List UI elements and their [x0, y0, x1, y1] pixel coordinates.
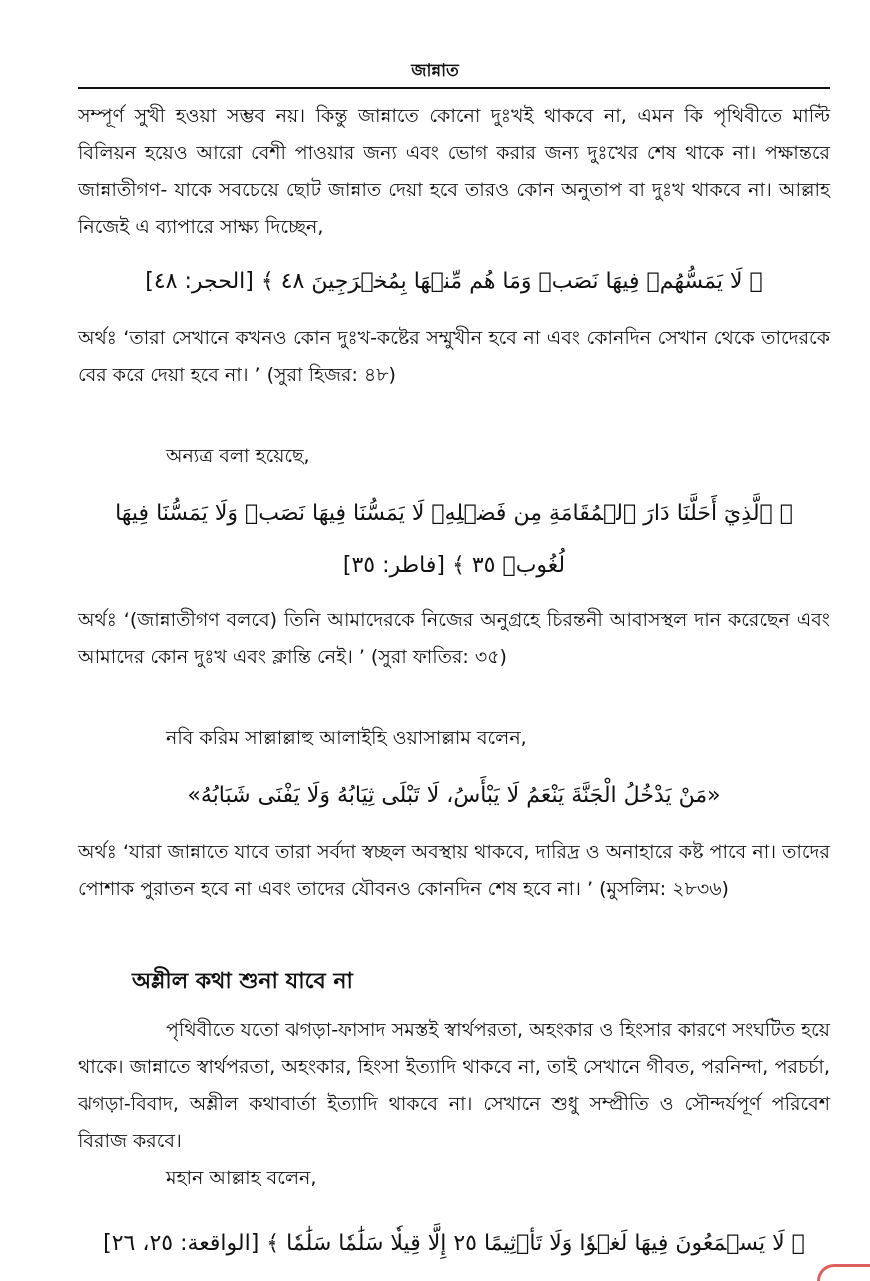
paragraph-intro: সম্পূর্ণ সুখী হওয়া সম্ভব নয়। কিন্তু জান্নাতে কোনো দুঃখই থাকবে না, এমন কি পৃথিবীতে মাল্টি বিলিয়ন হয়েও আরো বেশী পাওয়ার জন্য এবং ভোগ করার জন্য দুঃখের শেষ থাকে না। পক্ষান্তরে জান্নাতীগণ- যাকে সবচেয়ে ছোট জান্নাত দেয়া হবে তারও কোন অনুতাপ বা দুঃখ থাকবে না। আল্লাহ নিজেই এ ব্যাপারে সাক্ষ্য দিচ্ছেন, — [78, 105, 830, 238]
paragraph-section: পৃথিবীতে যতো ঝগড়া-ফাসাদ সমস্তই স্বার্থপরতা, অহংকার ও হিংসার কারণে সংঘটিত হয়ে থাকে। জান্নাতে স্বার্থপরতা, অহংকার, হিংসা ইত্যাদি থাকবে না, তাই সেখানে গীবত, পরনিন্দা, পরচর্চা, ঝগড়া-বিবাদ, অশ্লীল কথাবার্তা ইত্যাদি থাকবে না। সেখানে শুধু সম্প্রীতি ও সৌন্দর্যপূর্ণ পরিবেশ বিরাজ করবে। — [78, 1019, 830, 1152]
section-heading: অশ্লীল কথা শুনা যাবে না — [132, 969, 353, 994]
quran-verse-hijr: ﴿ لَا يَمَسُّهُمۡ فِيهَا نَصَبٞ وَمَا هُم مِّنۡهَا بِمُخۡرَجِينَ ٤٨ ﴾ [الحجر: ٤٨] — [145, 269, 763, 294]
transition-text-1: অন্যত্র বলা হয়েছে, — [166, 445, 310, 467]
quran-verse-fatir-line1: ﴿ ٱلَّذِيٓ أَحَلَّنَا دَارَ ٱلۡمُقَامَةِ مِن فَضۡلِهِۦ لَا يَمَسُّنَا فِيهَا نَصَبٞ وَلَا يَمَسُّنَا فِيهَا — [115, 501, 793, 526]
header-rule — [78, 87, 830, 89]
transition-text-2: নবি করিম সাল্লাল্লাহু আলাইহি ওয়াসাল্লাম বলেন, — [166, 727, 527, 749]
running-header: জান্নাত — [411, 61, 459, 81]
quran-verse-waqia: ﴿ لَا يَسۡمَعُونَ فِيهَا لَغۡوٗا وَلَا تَأۡثِيمًا ٢٥ إِلَّا قِيلٗا سَلَٰمٗا سَلَٰمٗا ﴾ [الواقعة: ٢٥، ٢٦] — [103, 1231, 805, 1256]
hadith-arabic: «مَنْ يَدْخُلُ الْجَنَّةَ يَنْعَمُ لَا يَبْأَسُ، لَا تَبْلَى ثِيَابُهُ وَلَا يَفْنَى شَبَابُهُ» — [187, 783, 721, 808]
transition-text-3: মহান আল্লাহ বলেন, — [166, 1167, 317, 1189]
corner-stamp-mark — [817, 1264, 870, 1281]
meaning-hijr: অর্থঃ ‘তারা সেখানে কখনও কোন দুঃখ-কষ্টের সম্মুখীন হবে না এবং কোনদিন সেখান থেকে তাদেরকে বের করে দেয়া হবে না। ’ (সুরা হিজর: ৪৮) — [78, 327, 830, 386]
meaning-hadith: অর্থঃ ‘যারা জান্নাতে যাবে তারা সর্বদা স্বচ্ছল অবস্থায় থাকবে, দারিদ্র ও অনাহারে কষ্ট পাবে না। তাদের পোশাক পুরাতন হবে না এবং তাদের যৌবনও কোনদিন শেষ হবে না। ’ (মুসলিম: ২৮৩৬) — [78, 841, 830, 900]
quran-verse-fatir-line2: لُغُوبٞ ٣٥ ﴾ [فاطر: ٣٥] — [342, 553, 566, 578]
meaning-fatir: অর্থঃ ‘(জান্নাতীগণ বলবে) তিনি আমাদেরকে নিজের অনুগ্রহে চিরন্তনী আবাসস্থল দান করেছেন এবং আমাদের কোন দুঃখ এবং ক্লান্তি নেই। ’ (সুরা ফাতির: ৩৫) — [78, 609, 830, 668]
